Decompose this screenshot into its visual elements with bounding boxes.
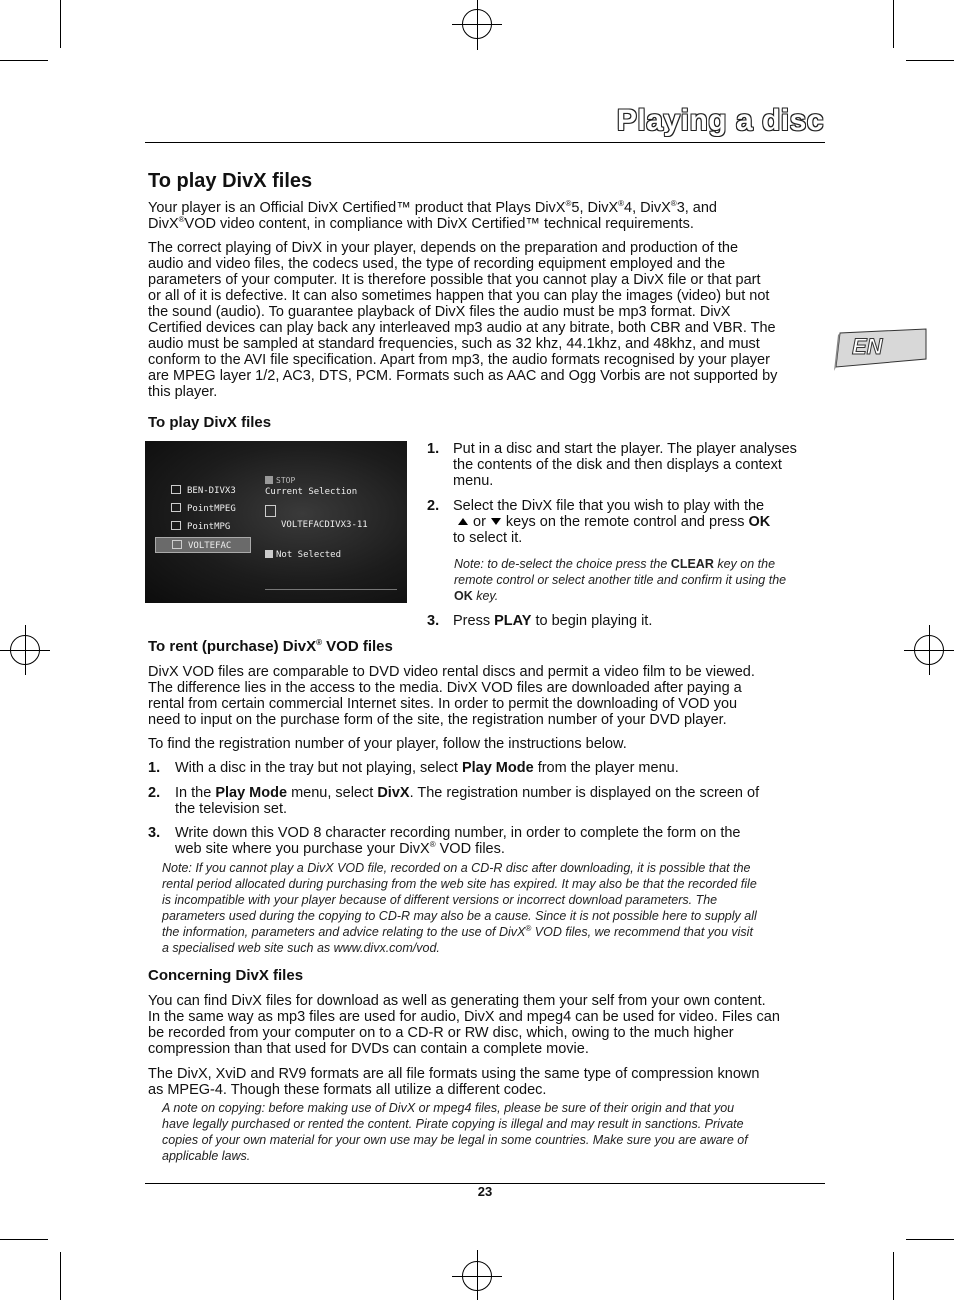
step-text: Write down this VOD 8 character recording number, in order to complete the form on the web site where you purchase your DivX® VOD files. <box>175 825 741 857</box>
page-number: 23 <box>477 1184 493 1199</box>
crop-mark <box>60 1252 61 1300</box>
section-title: To play DivX files <box>148 170 313 192</box>
film-icon <box>171 485 181 494</box>
crop-mark <box>0 1239 48 1240</box>
step-text: With a disc in the tray but not playing, select Play Mode from the player menu. <box>175 760 679 776</box>
step-number: 1. <box>427 441 440 457</box>
compatibility-paragraph: The correct playing of DivX in your player, depends on the preparation and production of the audio and video files, the codecs used, the type of recording equipment employed and the parameters of your computer. It is therefore possible that you cannot play a DivX file or that part or all of it is defective. It can also sometimes happen that you can play the images (video) but not the sound (audio). To guarantee playback of DivX files the audio must be mp3 format. DivX Certified devices can play back any interleaved mp3 audio at any bitrate, both CBR and VBR. The audio must be sampled at standard frequencies, such as 32 khz, 44.1khz, and 48khz, and must conform to the AVI file specification. Apart from mp3, the audio formats recognised by your player are MPEG layer 1/2, AC3, DTS, PCM. Formats such as AAC and Ogg Vorbis are not supported by this player. <box>148 240 778 400</box>
page-title: Playing a disc <box>616 104 824 137</box>
step-text: Press PLAY to begin playing it. <box>453 613 653 629</box>
film-icon <box>265 505 276 517</box>
screen-file-item: PointMPG <box>155 519 251 535</box>
crop-mark <box>893 0 894 48</box>
screen-file-item-selected: VOLTEFAC <box>155 537 251 553</box>
language-label: EN <box>852 334 883 359</box>
step-number: 3. <box>427 613 440 629</box>
crop-mark <box>0 60 48 61</box>
crop-mark <box>906 60 954 61</box>
formats-paragraph: The DivX, XviD and RV9 formats are all file formats using the same type of compression known as MPEG-4. Though these formats all utilize a different codec. <box>148 1066 760 1098</box>
film-icon <box>172 540 182 549</box>
arrow-down-icon <box>491 518 501 525</box>
screen-current-selection: Current Selection <box>265 487 358 497</box>
concerning-paragraph: You can find DivX files for download as well as generating them your self from your own content. In the same way as mp3 files are used for audio, DivX and mpeg4 can be used for video. Files can be recorded from your computer on to a CD-R or RW disc, which, owing to the much higher compression than that used for DVDs can contain a complete movie. <box>148 993 780 1057</box>
stop-icon <box>265 476 273 484</box>
screen-file-item: BEN-DIVX3 <box>155 483 251 499</box>
film-icon <box>171 503 181 512</box>
step-text: Put in a disc and start the player. The player analyses the contents of the disk and then displays a context menu. <box>453 441 797 489</box>
selection-icon <box>265 550 273 558</box>
crop-mark <box>60 0 61 48</box>
screen-not-selected: Not Selected <box>265 550 341 560</box>
arrow-up-icon <box>458 518 468 525</box>
step-number: 3. <box>148 825 161 841</box>
step-number: 2. <box>148 785 161 801</box>
screen-file-name: VOLTEFACDIVX3-11 <box>281 520 368 530</box>
vod-note: Note: If you cannot play a DivX VOD file, recorded on a CD-R disc after downloading, it is possible that the rental period allocated during purchasing from the web site has expired. It may also be that the recorded file is incompatible with your player because of different versions or incorrect download parameters. The parameters used during the copying to CD-R may also be a cause. Since it is not possible here to supply all the information, parameters and advice relating to the use of DivX® VOD files, we recommend that you visit a specialised web site such as www.divx.com/vod. <box>162 861 757 955</box>
screen-divider <box>265 589 397 590</box>
divx-menu-screenshot <box>145 441 407 603</box>
screen-stop: STOP <box>265 476 295 485</box>
language-tab <box>832 327 928 371</box>
header-divider <box>145 142 825 143</box>
crop-mark <box>893 1252 894 1300</box>
vod-instructions-intro: To find the registration number of your player, follow the instructions below. <box>148 736 627 752</box>
step-text: Select the DivX file that you wish to play with the or keys on the remote control and press OK to select it. <box>453 498 771 546</box>
film-icon <box>171 521 181 530</box>
screen-file-item: PointMPEG <box>155 501 251 517</box>
step-note: Note: to de-select the choice press the CLEAR key on the remote control or select another title and confirm it using the OK key. <box>454 557 787 603</box>
subsection-title: To play DivX files <box>148 414 272 431</box>
intro-paragraph: Your player is an Official DivX Certified™ product that Plays DivX®5, DivX®4, DivX®3, and DivX®VOD video content, in compliance with DivX Certified™ technical requirements. <box>148 199 718 232</box>
crop-mark <box>906 1239 954 1240</box>
subsection-title: To rent (purchase) DivX® VOD files <box>148 638 393 655</box>
subsection-title: Concerning DivX files <box>148 967 304 984</box>
vod-paragraph: DivX VOD files are comparable to DVD video rental discs and permit a video film to be viewed. The difference lies in the access to the media. DivX VOD files are downloaded after paying a rental from certain commercial Internet sites. In order to permit the downloading of VOD you need to input on the purchase form of the site, the registration number of your DVD player. <box>148 664 755 728</box>
step-number: 2. <box>427 498 440 514</box>
copying-note: A note on copying: before making use of DivX or mpeg4 files, please be sure of their origin and that you have legally purchased or rented the content. Pirate copying is illegal and may result in sanctions. Private copies of your own material for your own use may be legal in some countries. Make sure you are aware of applicable laws. <box>162 1101 748 1163</box>
step-text: In the Play Mode menu, select DivX. The registration number is displayed on the screen of the television set. <box>175 785 760 817</box>
step-number: 1. <box>148 760 161 776</box>
